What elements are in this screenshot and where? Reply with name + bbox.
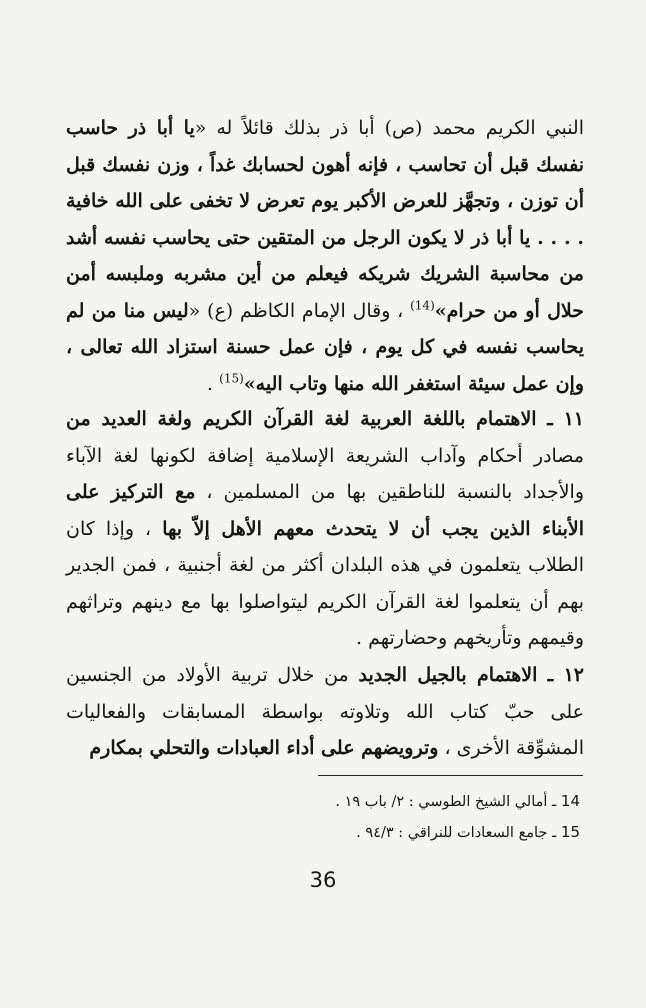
item-heading-bold: ١٢ ـ الاهتمام بالجيل الجديد — [358, 664, 584, 686]
footnote-text: ـ أمالي الشيخ الطوسي : ٢/ باب ١٩ . — [335, 794, 561, 810]
footnote-divider — [318, 775, 583, 776]
emphasis-bold: وترويضهم على أداء العبادات والتحلي بمكارم — [89, 737, 439, 759]
page-number: 36 — [309, 868, 337, 892]
paragraph-text: النبي الكريم محمد (ص) أبا ذر بذلك قائلاً له « — [194, 117, 584, 139]
paragraph-text: ، وقال الإمام الكاظم (ع) « — [188, 299, 411, 322]
footnote-reference-15: (15) — [219, 371, 244, 386]
item-heading-bold: ١١ ـ الاهتمام باللغة العربية لغة القرآن الكريم ولغة العديد من — [66, 408, 584, 430]
footnote-number: 15 — [560, 823, 580, 841]
hadith-quote-bold: يا أبا ذر حاسب نفسك قبل أن تحاسب ، فإنه أهون لحسابك غداً ، وزن نفسك قبل أن توزن ، وتجهَّز للعرض الأكبر يوم تعرض لا تخفى على الله خافية . . . . يا أبا ذر لا يكون الرجل من المتقين حتى يحاسب — [66, 117, 584, 249]
paragraph-hadith — [66, 110, 584, 402]
footnote-text: ـ جامع السعادات للنراقي : ٩٤/٣ . — [356, 825, 561, 841]
footnote-14 — [335, 786, 580, 817]
hadith-quote-bold: نفسه أشد من محاسبة الشريك شريكه فيعلم من أين مشربه وملبسه أمن حلال أو من حرام» — [66, 226, 584, 322]
paragraph-text: ، وإذا كان الطلاب يتعلمون في هذه البلدان أكثر من لغة أجنبية ، فمن الجدير بهم أن يتعلموا لغة القرآن الكريم ليتواصلوا بها مع دينهم وتراثهم وقيمهم وتأريخهم وحضارتهم . — [66, 517, 584, 649]
paragraph-text: . — [207, 372, 220, 395]
footnote-number: 14 — [560, 792, 580, 810]
footnotes — [335, 786, 580, 848]
paragraph-text: مصادر أحكام وآداب الشريعة الإسلامية إضافة لكونها لغة الآباء والأجداد بالنسبة للناطقين بها من المسلمين ، — [66, 444, 584, 503]
footnote-reference-14: (14) — [410, 298, 435, 313]
footnote-15 — [335, 817, 580, 848]
hadith-quote-bold: ليس منا من لم يحاسب نفسه في كل يوم ، فإن عمل حسنة استزاد الله تعالى ، وإن عمل سيئة استغفر الله منها وتاب اليه» — [66, 299, 584, 395]
paragraph-item-12 — [66, 657, 584, 767]
emphasis-bold: مع التركيز على الأبناء الذين يجب أن لا يتحدث معهم الأهل إلاّ بها — [66, 481, 584, 540]
paragraph-item-11 — [66, 401, 584, 657]
paragraph-text: من خلال تربية الأولاد من الجنسين على حبّ كتاب الله وتلاوته بواسطة المسابقات والفعاليات المشوِّقة الأخرى ، — [66, 664, 584, 759]
